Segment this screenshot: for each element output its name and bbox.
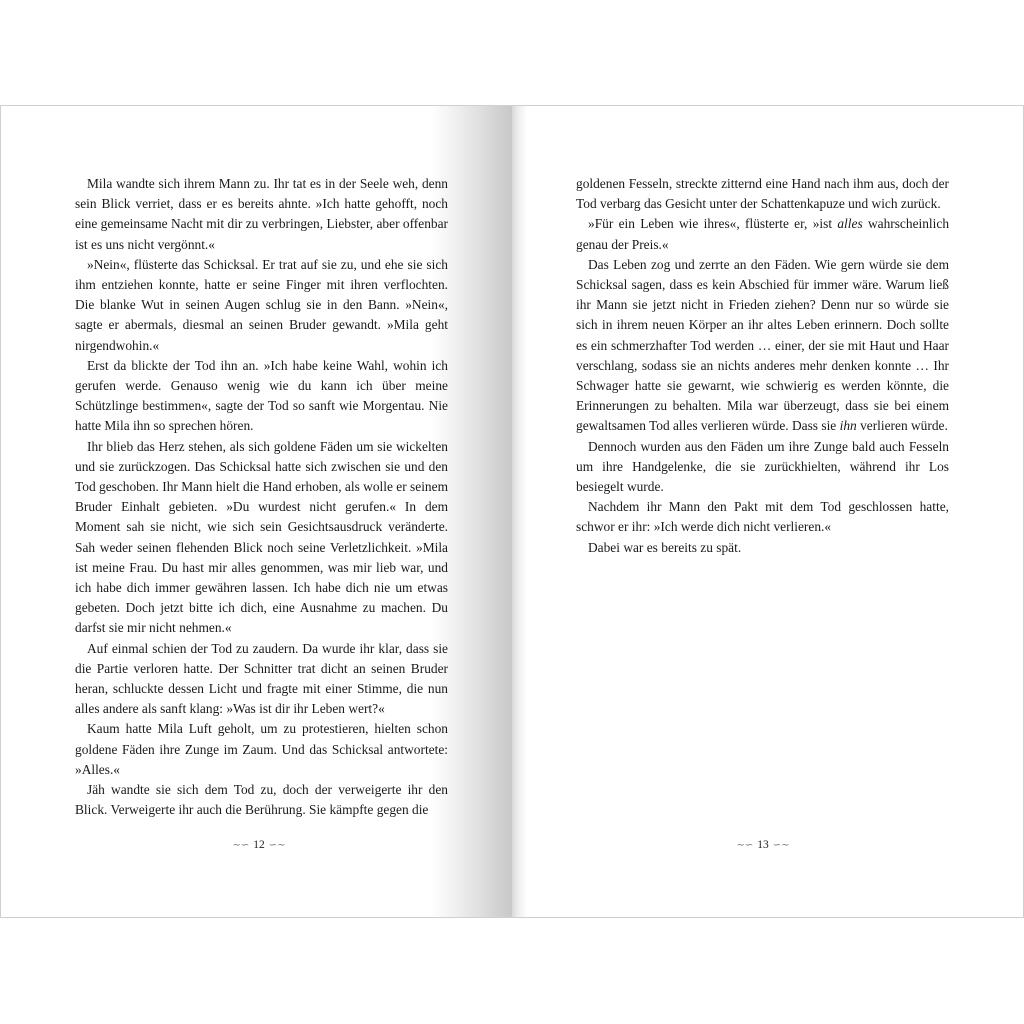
text-run: Das Leben zog und zerrte an den Fäden. Wie gern würde sie dem Schicksal sagen, dass es kein Abschied für immer wäre. Warum ließ ihr Mann sie jetzt nicht in Frieden ziehen? Denn nur so würde sie sich in ihrem neuen Körper an ihr altes Leben erinnern. Doch sollte es ein schmerzhafter Tod werden … einer, der sie mit Haut und Haar verschlang, sodass sie an nichts anderes mehr denken konnte … Ihr Schwager hatte sie gewarnt, wie schwierig es werden könnte, die Erinnerungen zu behalten. Mila war überzeugt, dass sie bei einem gewaltsamen Tod alles verlieren würde. — [576, 256, 949, 434]
ornament-right: ∽∼ — [772, 839, 790, 851]
paragraph: Nachdem ihr Mann den Pakt mit dem Tod geschlossen hatte, schwor er ihr: »Ich werde dich nicht verlieren.« — [576, 499, 949, 535]
left-page — [0, 105, 512, 918]
ornament-left: ∼∽ — [736, 839, 754, 851]
right-page — [512, 105, 1024, 918]
paragraph: Dabei war es bereits zu spät. — [588, 539, 742, 555]
book-spread — [0, 105, 1024, 920]
emphasis-text: ihn — [839, 418, 857, 434]
paragraph: Mila wandte sich ihrem Mann zu. Ihr tat es in der Seele weh, denn sein Blick verriet, dass er es bereits ahnte. »Ich hatte gehofft, noch eine gemeinsame Nacht mit dir zu verbringen, Liebster, aber offenbar ist es uns nicht vergönnt.« — [75, 176, 448, 252]
emphasis-text: alles — [837, 216, 863, 232]
paragraph: Kaum hatte Mila Luft geholt, um zu protestieren, hielten schon goldene Fäden ihre Zunge im Zaum. Und das Schicksal antwortete: »Alles.« — [75, 721, 448, 777]
page-number-right — [713, 839, 813, 851]
paragraph — [576, 255, 949, 437]
left-page-text — [75, 174, 448, 821]
page-number: 13 — [757, 839, 769, 852]
paragraph: Erst da blickte der Tod ihn an. »Ich habe keine Wahl, wohin ich gerufen werde. Genauso wenig wie du kann ich über meine Schützlinge bestimmen«, sagte der Tod so sanft wie Morgentau. Nie hatte Mila ihn so sprechen hören. — [75, 357, 448, 434]
text-run: wahrscheinlich genau der Preis.« — [576, 216, 950, 252]
paragraph: Ihr blieb das Herz stehen, als sich goldene Fäden um sie wickelten und sie zurückzogen. Das Schicksal hatte sich zwischen sie und den Tod geschoben. Ihr Mann hielt die Hand erhoben, als wolle er seinem Bruder Einhalt gebieten. »Du wurdest nicht gerufen.« In dem Moment sah sie nicht, wie sich sein Gesichtsausdruck veränderte. Sah weder seinen flehenden Blick noch seine Verletzlichkeit. »Mila ist meine Frau. Du hast mir alles genommen, was mir lieb war, und ich habe dich immer gewähren lassen. Ich habe dich nie um etwas gebeten. Doch jetzt bitte ich dich, eine Ausnahme zu machen. Du darfst sie mir nicht nehmen.« — [75, 438, 448, 636]
ornament-left: ∼∽ — [232, 839, 250, 851]
paragraph: Jäh wandte sie sich dem Tod zu, doch der verweigerte ihr den Blick. Verweigerte ihr auch die Berührung. Sie kämpfte gegen die — [75, 782, 448, 818]
text-run: Dass sie — [791, 418, 840, 434]
page-number: 12 — [253, 839, 265, 852]
text-run: verlieren würde. — [856, 418, 948, 434]
paragraph: »Nein«, flüsterte das Schicksal. Er trat auf sie zu, und ehe sie sich ihm entziehen konnte, hatte er seine Finger mit ihren verflochten. Die blanke Wut in seinen Augen schlug sie in den Bann. »Nein«, sagte er abermals, diesmal an seinen Bruder gewandt. »Mila geht nirgendwohin.« — [75, 256, 448, 353]
continuation-paragraph: goldenen Fesseln, streckte zitternd eine Hand nach ihm aus, doch der Tod verbarg das Gesicht unter der Schattenkapuze und wich zurück. — [576, 176, 949, 212]
paragraph: Dennoch wurden aus den Fäden um ihre Zunge bald auch Fesseln um ihre Handgelenke, die sie zurückhielten, während ihr Los besiegelt wurde. — [576, 438, 949, 495]
text-run: »Für ein Leben wie ihres«, flüsterte er, »ist — [588, 216, 838, 232]
page-number-left — [209, 839, 309, 851]
paragraph: Auf einmal schien der Tod zu zaudern. Da wurde ihr klar, dass sie die Partie verloren hatte. Der Schnitter trat dicht an seinen Bruder heran, schluckte dessen Licht und fragte mit einer Stimme, die nun alles andere als sanft klang: »Was ist dir ihr Leben wert?« — [75, 640, 448, 717]
ornament-right: ∽∼ — [268, 839, 286, 851]
paragraph — [576, 214, 949, 254]
right-page-text — [576, 174, 949, 558]
